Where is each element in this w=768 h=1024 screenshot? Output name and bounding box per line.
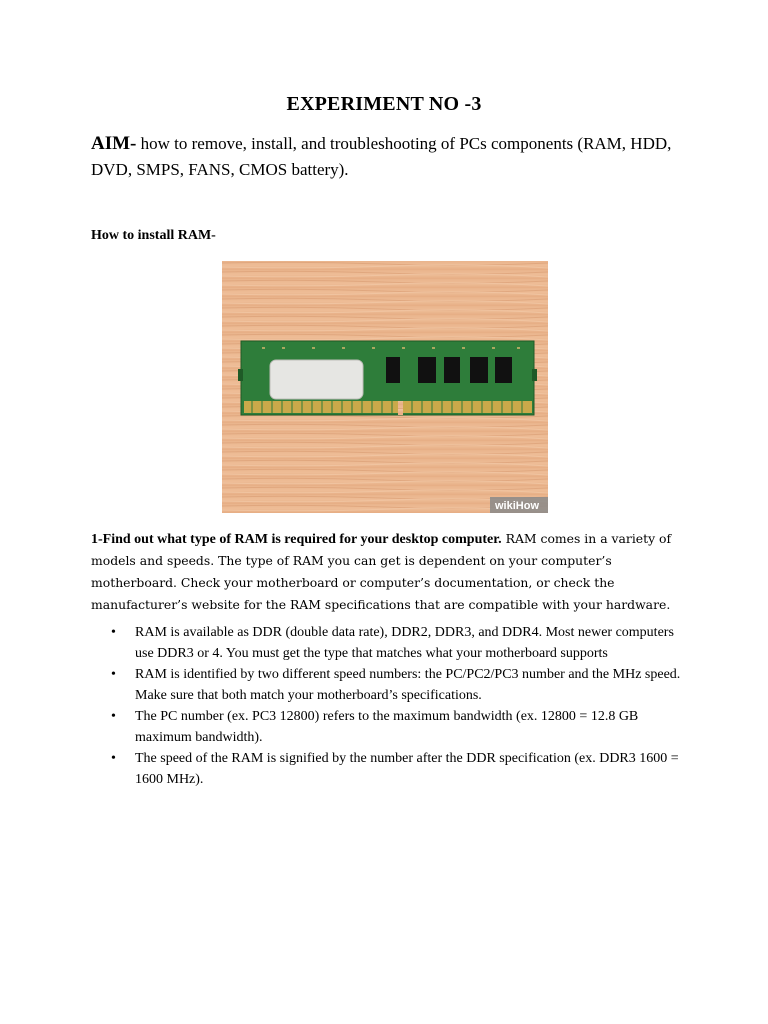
list-item-text: RAM is available as DDR (double data rate), DDR2, DDR3, and DDR4. Most newer computers use DDR3 or 4. You must get the type that matches what your motherboard supports — [135, 625, 674, 661]
bullet-dot: • — [111, 709, 116, 724]
ram-module — [238, 341, 537, 415]
bullet-list — [91, 622, 691, 790]
list-item — [91, 664, 691, 706]
bullet-dot: • — [111, 667, 116, 682]
step-1-paragraph — [91, 528, 681, 616]
svg-text:wikiHow: wikiHow — [495, 500, 540, 512]
bullet-dot: • — [111, 751, 116, 766]
ram-module-photo — [222, 261, 548, 513]
list-item — [91, 748, 691, 790]
list-item — [91, 706, 691, 748]
aim-label: AIM- — [91, 133, 137, 154]
list-item-text: The PC number (ex. PC3 12800) refers to the maximum bandwidth (ex. 12800 = 12.8 GB maximum bandwidth). — [135, 709, 639, 745]
section-heading: How to install RAM- — [91, 228, 216, 243]
page-title: EXPERIMENT NO -3 — [286, 93, 482, 115]
aim-paragraph — [91, 131, 681, 183]
step-1-body: RAM comes in a variety of models and speeds. The type of RAM you can get is dependent on your computer’s motherboard. Check your motherboard or computer’s documentation, or check the manufacturer’s website for the RAM specifications that are compatible with your hardware. — [91, 531, 672, 612]
list-item — [91, 622, 691, 664]
aim-text: how to remove, install, and troubleshooting of PCs components (RAM, HDD, DVD, SMPS, FANS, CMOS battery). — [91, 134, 672, 179]
list-item-text: The speed of the RAM is signified by the number after the DDR specification (ex. DDR3 1600 = 1600 MHz). — [135, 751, 679, 787]
bullet-dot: • — [111, 625, 116, 640]
list-item-text: RAM is identified by two different speed numbers: the PC/PC2/PC3 number and the MHz speed. Make sure that both match your motherboard’s specifications. — [135, 667, 681, 703]
step-1-heading: 1-Find out what type of RAM is required for your desktop computer. — [91, 532, 502, 547]
watermark-logo — [490, 497, 548, 513]
